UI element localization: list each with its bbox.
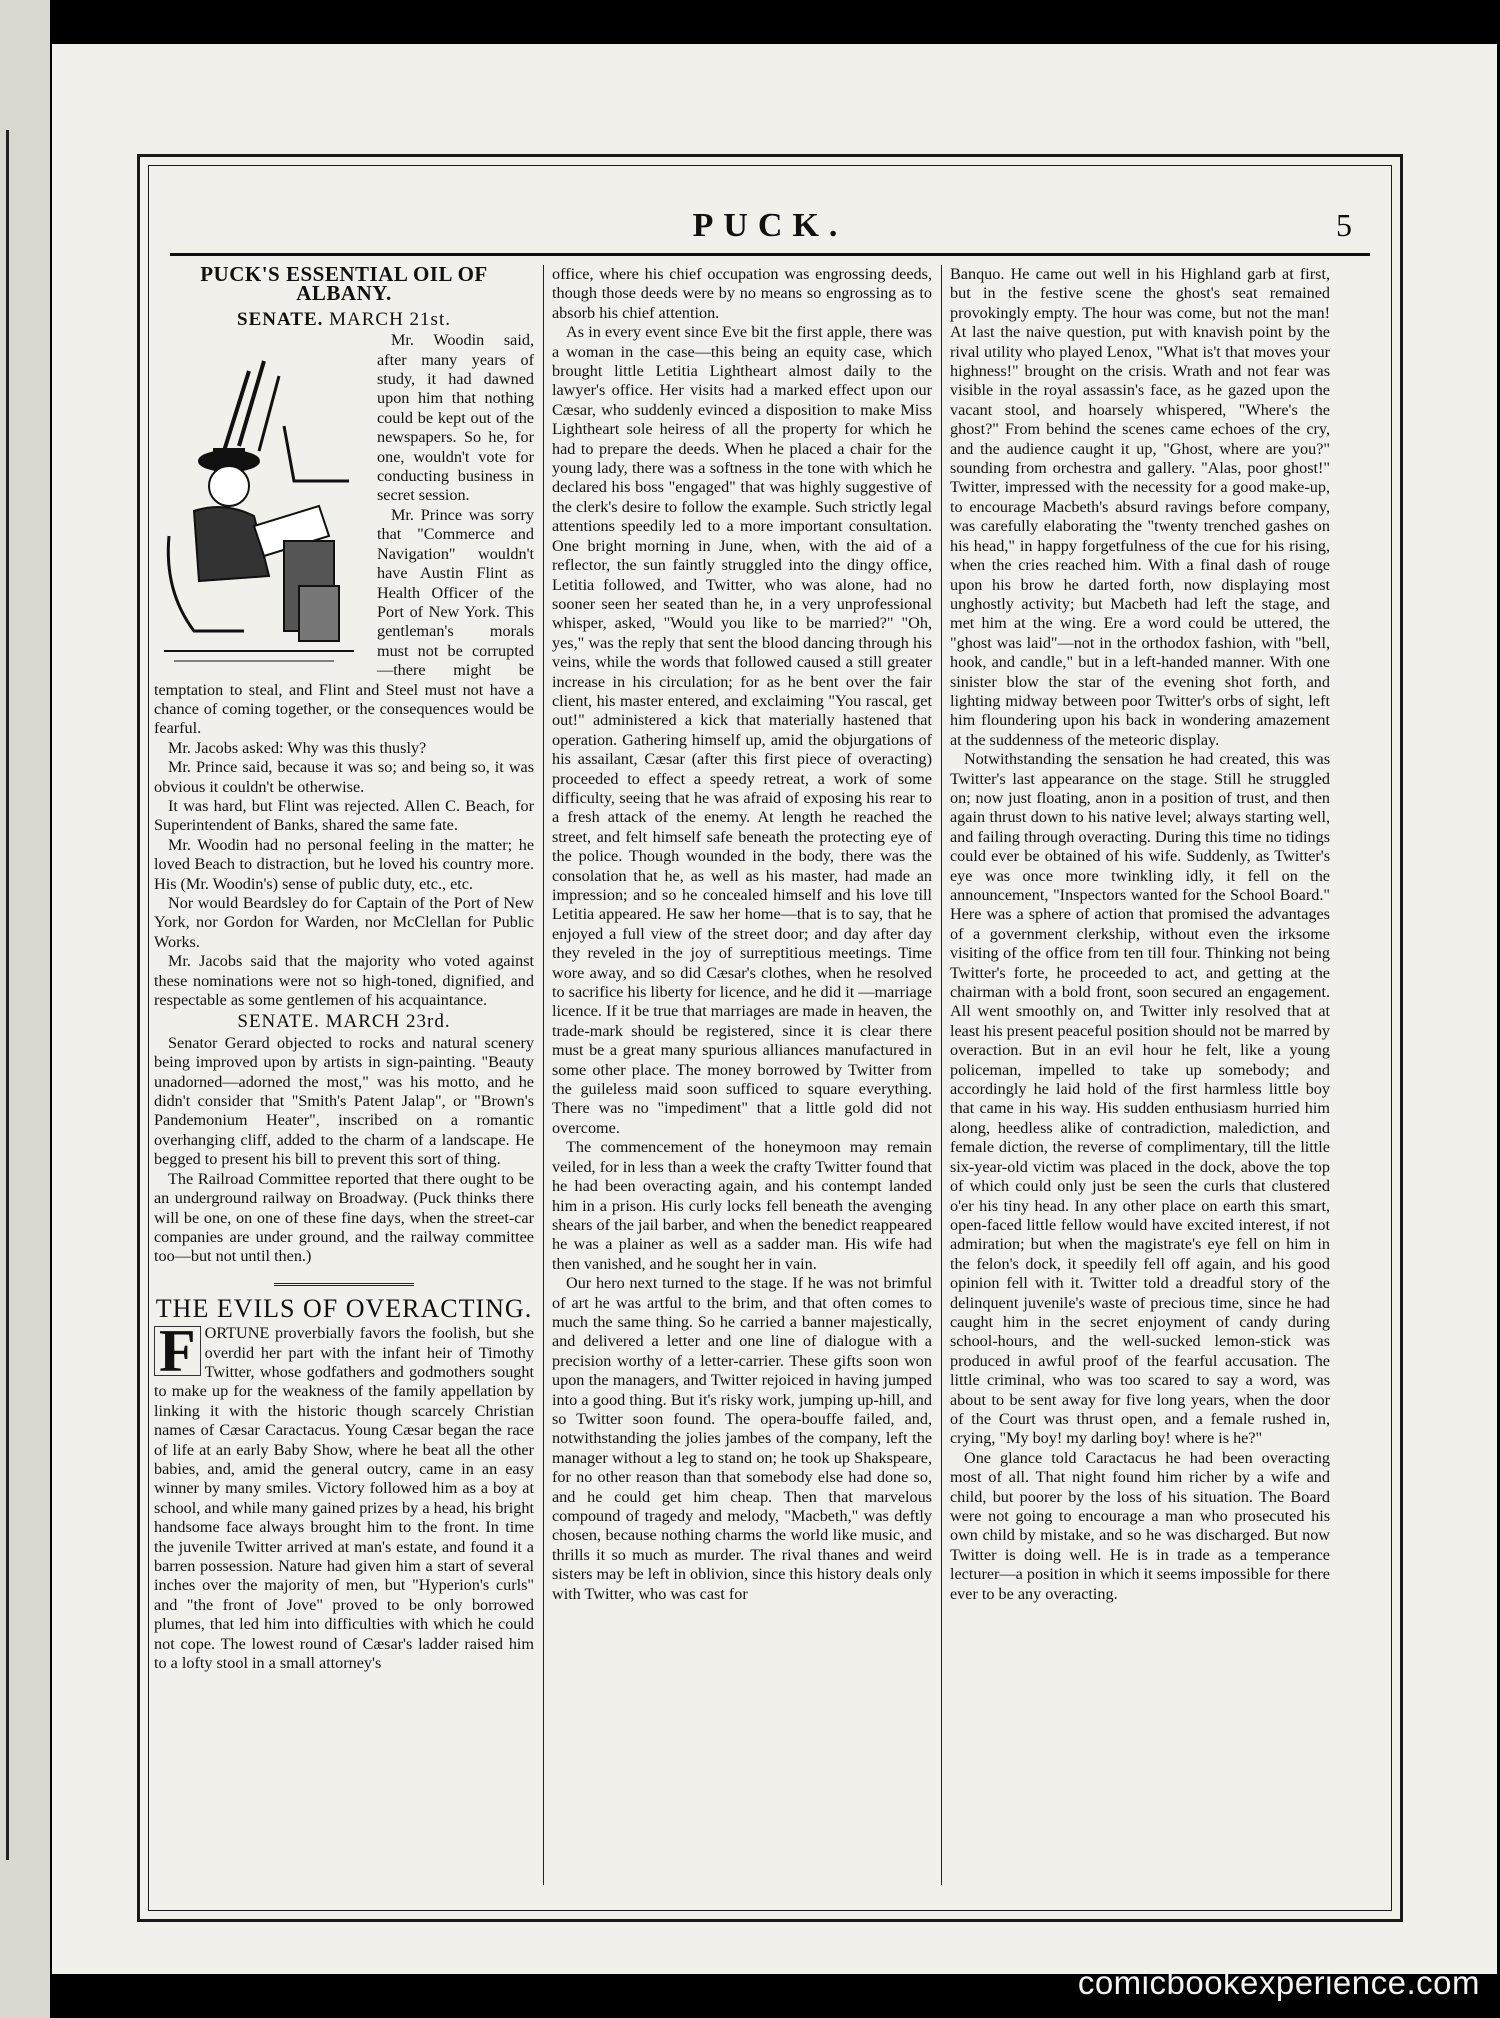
paragraph: Nor would Beardsley do for Captain of the Port of New York, nor Gordon for Warden, nor McClellan for Public Works.: [154, 894, 534, 951]
paragraph: Mr. Jacobs asked: Why was this thusly?: [168, 738, 427, 757]
magazine-page: [52, 44, 1497, 1974]
paragraph: F ORTUNE proverbially favors the foolish, but she overdid her part with the infant heir of Timothy Twitter, whose godfathers and godmothers sought to make up for the weakness of the family appellation by linking it with the historic though scarcely Christian names of Cæsar Caractacus. Young Cæsar began the race of life at an early Baby Show, where he beat all the other babies, and, amid the general outcry, came in an easy winner by many smiles. Victory followed him as a boy at school, and while many gained prizes by a head, his bright handsome face always brought him to the front. In time the juvenile Twitter arrived at man's estate, and found it a barren possession. Nature had given him a start of several inches over the majority of men, but "Hyperion's curls" and "the front of Jove" proved to be only borrowed plumes, that led him into difficulties with which he could not cope. The lowest round of Cæsar's ladder raised him to a lofty stool in a small attorney's: [154, 1318, 534, 1673]
paragraph: Mr. Woodin said, after many years of study, it had dawned upon him that nothing could be kept out of the newspapers. So he, for one, wouldn't vote for conducting business in secret session.: [377, 331, 534, 505]
paragraph: Mr. Jacobs said that the majority who voted against these nominations were not so high-toned, dignified, and respectable as some gentlemen of his acquaintance.: [154, 952, 534, 1010]
paragraph: Senator Gerard objected to rocks and natural scenery being improved upon by artists in sign-painting. "Beauty unadorned—adorned the most," was his motto, and he didn't consider that "Smith's Patent Jalap", or "Brown's Pandemonium Heater", inscribed on a romantic overhanging cliff, added to the charm of a landscape. He begged to present his bill to prevent this sort of thing.: [154, 1033, 534, 1169]
page-number: 5: [1336, 207, 1352, 243]
paragraph: Mr. Woodin had no personal feeling in the matter; he loved Beach to distraction, but he loved his country more. His (Mr. Woodin's) sense of public duty, etc., etc.: [154, 835, 534, 893]
article-heading-overacting: THE EVILS OF OVERACTING.: [155, 1293, 533, 1323]
masthead: [170, 207, 1370, 247]
paragraph: Our hero next turned to the stage. If he was not brimful of art he was artful to the brim, and that often comes to much the same thing. So he carried a banner majestically, and delivered a letter and one line of dialogue with a precision worthy of a letter-carrier. These gifts soon won upon the managers, and Twitter rejoiced in having jumped into a good thing. But it's risky work, jumping up-hill, and so Twitter soon found. The opera-bouffe failed, and, notwithstanding the jolies jambes of the company, left the manager without a leg to stand on; he took up Shakspeare, for no other reason than that somebody else had done so, and he could get him cheap. Then that marvelous compound of tragedy and melody, "Macbeth," was deftly chosen, because nothing charms the world like music, and thrills it so much as murder. The rival thanes and weird sisters may be left in oblivion, since this history deals only with Twitter, who was cast for: [552, 1274, 932, 1603]
paragraph: The commencement of the honeymoon may remain veiled, for in less than a week the crafty Twitter found that he had been overacting again, and his contempt landed him in a prison. His curly locks fell beneath the avenging shears of the jail barber, and when the benedict reappeared he was a plainer as well as a sadder man. His wife had then vanished, and he sought her in vain.: [552, 1138, 932, 1273]
paragraph: Mr. Prince was sorry that "Commerce and Navigation" wouldn't have Austin Flint as Health Officer of the Port of New York. This gentleman's morals must not be corrupted—there might be temptation to steal, and Flint and Steel must not have a chance of coming together, or the consequences would be fearful.: [154, 505, 534, 738]
paragraph: One glance told Caractacus he had been overacting most of all. That night found him richer by a wife and child, but poorer by the loss of his situation. The Board were not going to encourage a man who prosecuted his own child by mistake, and so he was discharged. But now Twitter is doing well. He is in trade as a temperance lecturer—a position in which it seems impossible for there ever to be any overacting.: [950, 1448, 1330, 1603]
paragraph: Banquo. He came out well in his Highland garb at first, but in the festive scene the ghost's seat remained provokingly empty. The hour was come, but not the man! At last the naive question, put with knavish point by the rival utility who played Lenox, "What is't that moves your highness!" brought on the crisis. Wrath and not fear was visible in the royal assassin's face, as he gazed upon the vacant stool, and hoarsely whispered, "Where's the ghost?" From behind the scenes came echoes of the cry, and the audience caught it up, "Ghost, where are you?" sounding from orchestra and gallery. "Alas, poor ghost!" Twitter, impressed with the necessity for a good make-up, to encourage Macbeth's absurd ravings before company, was carefully elaborating the "twenty trenched gashes on his head," in happy forgetfulness of the cue for his rising, when the cries reached him. With a final dash of rouge upon his brow he darted forth, now displaying most unghostly activity; but Macbeth had left the stage, and met him at the wing. Ere a word could be uttered, the "ghost was laid"—not in the orthodox fashion, with "bell, hook, and candle," but in a left-handed manner. With one sinister blow the star of the evening shot forth, and lighting midway between poor Twitter's orbs of sight, left him floundering upon his back in wondering amazement at the suddenness of the meteoric display.: [950, 265, 1330, 749]
header-rule: [170, 253, 1370, 256]
reading-man-illustration: [154, 331, 369, 676]
column-1: [154, 262, 534, 1673]
paragraph: The Railroad Committee reported that there ought to be an underground railway on Broadway. (Puck thinks there will be one, on one of these fine days, when the street-car companies are under ground, and the railway committee too—but not until then.): [154, 1169, 534, 1266]
paragraph: It was hard, but Flint was rejected. Allen C. Beach, for Superintendent of Banks, shared the same fate.: [154, 796, 534, 835]
senate-date-1: SENATE. MARCH 21st.: [237, 308, 451, 330]
paragraph: office, where his chief occupation was engrossing deeds, though those deeds were by no means so engrossing as to absorb his chief attention.: [552, 265, 932, 322]
publication-title: PUCK.: [692, 207, 848, 244]
paragraph: As in every event since Eve bit the first apple, there was a woman in the case—this being an equity case, which brought little Letitia Lightheart almost daily to the lawyer's office. Her visits had a marked effect upon our Cæsar, who suddenly evinced a disposition to make Miss Lightheart sole heiress of all the property for which he had to prepare the deeds. When he placed a chair for the young lady, there was a softness in the tone with which he declared his boss "engaged" that was highly suggestive of the clerk's desire to follow the example. Such strictly legal attentions speedily led to a more important consultation. One bright morning in June, when, with the aid of a reflector, the sun faintly struggled into the dingy office, Letitia followed, and Twitter, who was alone, had no sooner seen her seated than he, in a very unprofessional whisper, asked, "Would you like to be married?" "Oh, yes," was the reply that sent the blood dancing through his veins, while the words that followed caused a still greater increase in his circulation; for as he bent over the fair client, his master entered, and exclaiming "You rascal, get out!" administered a kick that materially hastened that operation. Gathering himself up, amid the objurgations of his assailant, Cæsar (after this first piece of overacting) proceeded to effect a speedy retreat, a work of some difficulty, seeing that he was afraid of exposing his rear to a fresh attack of the enemy. At length he reached the street, and felt himself safe beneath the protecting eye of the police. Though wounded in the body, there was the consolation that he, as well as his master, had made an impression; and so he concealed himself and his love till Letitia appeared. He saw her home—that is to say, that he enjoyed a full view of the street door; and day after day they reveled in the joy of surreptitious meetings. Time wore away, and so did Cæsar's clothes, when he resolved to sacrifice his liberty for licence, and he did it —marriage licence. If it be true that marriages are made in heaven, the trade-mark should be registered, since it is clear there must be a great many spurious alliances manufactured in some other place. The money borrowed by Twitter from the guileless maid soon sufficed to square everything. There was no "impediment" that a little gold did not overcome.: [552, 323, 932, 1137]
senate-date-2: SENATE. MARCH 23rd.: [237, 1011, 451, 1033]
paragraph: Notwithstanding the sensation he had created, this was Twitter's last appearance on the stage. Still he struggled on; now just floating, anon in a position of trust, and then again thrust down to his native level; always starting well, and failing through overacting. During this time no tidings could ever be obtained of his wife. Suddenly, as Twitter's eye was once more twinkling idly, it fell on the announcement, "Inspectors wanted for the School Board." Here was a sphere of action that promised the advantages of a government clerkship, without even the irksome visiting of the office from ten till four. Thinking not being Twitter's forte, he proceeded to act, and getting at the chairman with a bold front, soon secured an engagement. All went smoothly on, and Twitter inly resolved that at least his present peaceful position should not be marred by overaction. But in an evil hour he felt, like a young policeman, impelled to take up somebody; and accordingly he laid hold of the first harmless little boy that came in his way. His sudden enthusiasm hurried him along, heedless alike of contradiction, malediction, and female diction, the reverse of complimentary, till the little six-year-old victim was placed in the dock, above the top of which could only just be seen the curls that clustered o'er his tiny head. In any other place on earth this smart, open-faced little fellow would have excited interest, if not admiration; but when the magistrate's eye fell on him in the felon's dock, it speedily fell off again, and his good opinion fell with it. Twitter told a dreadful story of the delinquent juvenile's waste of precious time, since he had caught him in the secret enjoyment of candy during school-hours, and the well-sucked lemon-stick was produced in awful proof of the fearful accusation. The little criminal, who was too scared to say a word, was about to be sent away for five long years, when the door of the Court was thrust open, and a female rushed in, crying, "My boy! my darling boy! where is he?": [950, 750, 1330, 1448]
paragraph: Mr. Prince said, because it was so; and being so, it was obvious it couldn't be otherwise.: [154, 758, 534, 796]
column-2: [552, 265, 932, 1604]
section-divider: [274, 1283, 414, 1289]
column-rule: [543, 265, 544, 1885]
page-border: [137, 154, 1403, 1922]
adjacent-page-edge: [0, 0, 50, 2018]
drop-cap: F: [154, 1326, 201, 1376]
site-watermark: comicbookexperience.com: [1077, 1964, 1480, 2001]
article-heading-albany: PUCK'S ESSENTIAL OIL OF ALBANY.: [200, 262, 488, 306]
column-3: [950, 265, 1330, 1604]
column-rule: [941, 265, 942, 1885]
